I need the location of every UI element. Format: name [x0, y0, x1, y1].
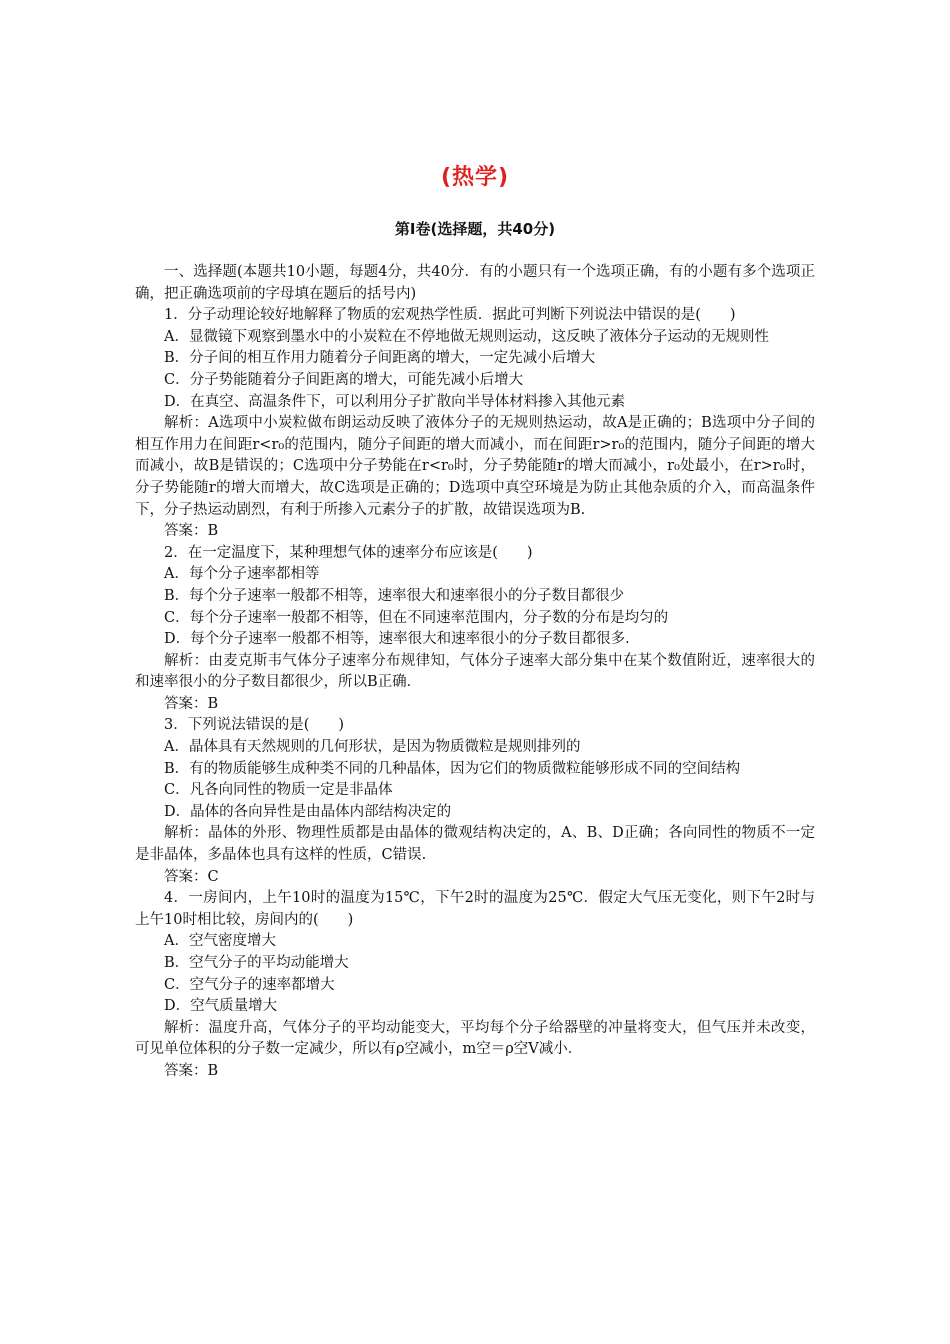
option-a: A．空气密度增大	[164, 933, 276, 950]
option-c: C．凡各向同性的物质一定是非晶体	[164, 782, 393, 799]
section-heading: 第Ⅰ卷(选择题，共40分)	[394, 220, 556, 238]
option-d: D．每个分子速率一般都不相等，速率很大和速率很小的分子数目都很多．	[164, 631, 640, 648]
option-c: C．分子势能随着分子间距离的增大，可能先减小后增大	[164, 371, 524, 388]
option-a: A．晶体具有天然规则的几何形状，是因为物质微粒是规则排列的	[164, 739, 581, 756]
analysis: 解析：晶体的外形、物理性质都是由晶体的微观结构决定的，A、B、D正确；各向同性的物质不一定是非晶体，多晶体也具有这样的性质，C错误.	[135, 825, 815, 864]
option-c: C．每个分子速率一般都不相等，但在不同速率范围内，分子数的分布是均匀的	[164, 609, 669, 626]
option-c: C．空气分子的速率都增大	[164, 976, 335, 993]
question-3: 3．下列说法错误的是( )	[164, 717, 345, 734]
analysis: 解析：温度升高，气体分子的平均动能变大，平均每个分子给器壁的冲量将变大，但气压并未改变，可见单位体积的分子数一定减少，所以有ρ空减小，m空＝ρ空V减小．	[135, 1019, 815, 1058]
answer: 答案：B	[164, 695, 219, 712]
analysis: 解析：由麦克斯韦气体分子速率分布规律知，气体分子速率大部分集中在某个数值附近，速率很大的和速率很小的分子数目都很少，所以B正确．	[135, 652, 815, 691]
question-4: 4．一房间内，上午10时的温度为15℃，下午2时的温度为25℃．假定大气压无变化，则下午2时与上午10时相比较，房间内的( )	[135, 890, 815, 928]
question-2: 2．在一定温度下，某种理想气体的速率分布应该是( )	[164, 544, 533, 561]
answer: 答案：B	[164, 523, 219, 540]
instructions: 一、选择题(本题共10小题，每题4分，共40分．有的小题只有一个选项正确，有的小题有多个选项正确，把正确选项前的字母填在题后的括号内)	[135, 264, 815, 302]
option-b: B．分子间的相互作用力随着分子间距离的增大，一定先减小后增大	[164, 350, 596, 367]
question-1: 1．分子动理论较好地解释了物质的宏观热学性质．据此可判断下列说法中错误的是( )	[164, 307, 736, 324]
option-a: A．每个分子速率都相等	[164, 566, 320, 583]
document-body	[135, 262, 815, 1083]
option-b: B．有的物质能够生成种类不同的几种晶体，因为它们的物质微粒能够形成不同的空间结构	[164, 760, 741, 777]
option-d: D．在真空、高温条件下，可以利用分子扩散向半导体材料掺入其他元素	[164, 393, 626, 410]
option-d: D．晶体的各向异性是由晶体内部结构决定的	[164, 803, 452, 820]
page-title: (热学)	[440, 165, 510, 190]
answer: 答案：B	[164, 1062, 219, 1079]
option-a: A．显微镜下观察到墨水中的小炭粒在不停地做无规则运动，这反映了液体分子运动的无规则性	[164, 328, 769, 345]
analysis: 解析：A选项中小炭粒做布朗运动反映了液体分子的无规则热运动，故A是正确的；B选项中分子间的相互作用力在间距r<r₀的范围内，随分子间距的增大而减小，而在间距r>r₀的范围内，随分子间距的增大而减小，故B是错误的；C选项中分子势能在r<r₀时，分子势能随r的增大而减小，r₀处最小，在r>r₀时，分子势能随r的增大而增大，故C选项是正确的；D选项中真空环境是为防止其他杂质的介入，而高温条件下，分子热运动剧烈，有利于所掺入元素分子的扩散，故错误选项为B.	[135, 415, 815, 518]
option-b: B．每个分子速率一般都不相等，速率很大和速率很小的分子数目都很少	[164, 587, 625, 604]
option-d: D．空气质量增大	[164, 998, 278, 1015]
answer: 答案：C	[164, 868, 219, 885]
option-b: B．空气分子的平均动能增大	[164, 955, 349, 971]
